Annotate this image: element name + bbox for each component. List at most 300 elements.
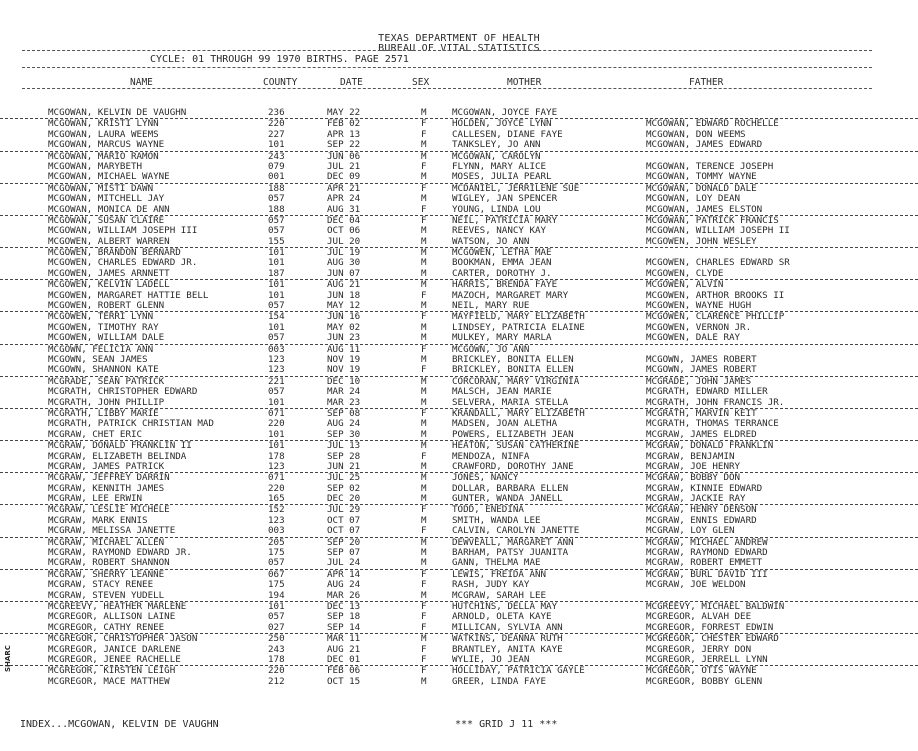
record-date: JUL 20 [327, 235, 361, 247]
record-name: MCGRAW, LESLIE MICHELE [48, 504, 170, 516]
record-father: MCGRAW, BURL DAVID III [646, 568, 768, 580]
record-name: MCGOWAN, MARCUS WAYNE [48, 139, 165, 151]
record-name: MCGOWEN, TERRI LYNN [48, 311, 154, 323]
record-sex: F [421, 203, 427, 215]
record-date: SEP 28 [327, 450, 361, 462]
record-sex: F [421, 525, 427, 537]
record-county: 101 [268, 289, 285, 301]
record-sex: F [421, 311, 427, 323]
record-mother: MCDANIEL, JERRILENE SUE [452, 182, 580, 194]
record-date: SEP 02 [327, 482, 361, 494]
record-father: MCGRAW, ENNIS EDWARD [646, 514, 757, 526]
record-mother: YOUNG, LINDA LOU [452, 203, 541, 215]
column-header-mother: MOTHER [507, 77, 542, 88]
record-sex: M [421, 675, 427, 687]
record-sex: F [421, 600, 427, 612]
record-name: MCGOWAN, KELVIN DE VAUGHN [48, 107, 187, 118]
record-name: MCGRAW, LEE ERWIN [48, 493, 143, 505]
record-mother: MCGRAW, SARAH LEE [452, 589, 547, 601]
record-mother: WATKINS, DEANNA RUTH [452, 633, 563, 645]
record-county: 123 [268, 353, 285, 365]
record-father: MCGREGOR, JERRELL LYNN [646, 653, 768, 665]
table-row [0, 140, 918, 151]
record-name: MCGOWAN, MISTI DAWN [48, 182, 154, 194]
record-sex: M [421, 536, 427, 548]
record-name: MCGOWEN, ALBERT WARREN [48, 235, 170, 247]
record-father: MCGRAW, HENRY DENSON [646, 504, 757, 516]
record-mother: DOLLAR, BARBARA ELLEN [452, 482, 569, 494]
record-sex: M [421, 482, 427, 494]
record-county: 057 [268, 214, 285, 226]
record-mother: BOOKMAN, EMMA JEAN [452, 257, 552, 269]
record-date: MAR 26 [327, 589, 361, 601]
record-father: MCGRAW, LOY GLEN [646, 525, 735, 537]
record-sex: M [421, 107, 427, 118]
record-sex: F [421, 568, 427, 580]
record-name: MCGRAW, RAYMOND EDWARD JR. [48, 547, 192, 559]
record-father: MCGOWAN, TERENCE JOSEPH [646, 160, 774, 172]
record-county: 101 [268, 428, 285, 440]
record-mother: REEVES, NANCY KAY [452, 225, 547, 237]
record-mother: POWERS, ELIZABETH JEAN [452, 428, 574, 440]
record-name: MCGRAW, CHET ERIC [48, 428, 143, 440]
record-sex: M [421, 193, 427, 205]
record-sex: F [421, 504, 427, 516]
record-sex: M [421, 460, 427, 472]
record-mother: CORCORAN, MARY VIRGINIA [452, 375, 580, 387]
record-father: MCGRATH, MARVIN KEIT [646, 407, 757, 419]
record-county: 178 [268, 450, 285, 462]
record-date: NOV 19 [327, 364, 361, 376]
record-sex: F [421, 579, 427, 591]
record-name: MCGOWAN, MARIO RAMON [48, 150, 159, 162]
record-date: MAY 12 [327, 300, 361, 312]
record-sex: F [421, 611, 427, 623]
record-name: MCGRAW, ROBERT SHANNON [48, 557, 170, 569]
record-date: OCT 07 [327, 525, 361, 537]
record-date: FEB 06 [327, 665, 361, 677]
record-name: MCGOWAN, LAURA WEEMS [48, 128, 159, 140]
record-county: 003 [268, 525, 285, 537]
record-mother: FLYNN, MARY ALICE [452, 160, 547, 172]
record-name: MCGOWAN, MARYBETH [48, 160, 143, 172]
agency-title: TEXAS DEPARTMENT OF HEALTH [378, 33, 540, 44]
record-name: MCGRAW, DONALD FRANKLIN II [48, 440, 192, 452]
record-father: MCGRAW, RAYMOND EDWARD [646, 547, 768, 559]
column-header-name: NAME [130, 77, 153, 88]
record-county: 155 [268, 235, 285, 247]
record-sex: M [421, 139, 427, 151]
record-name: MCGOWN, SHANNON KATE [48, 364, 159, 376]
record-county: 123 [268, 364, 285, 376]
bureau-title: BUREAU OF VITAL STATISTICS [378, 43, 540, 54]
record-father: MCGOWEN, ALVIN [646, 279, 724, 291]
record-name: MCGOWEN, JAMES ARNNETT [48, 267, 170, 279]
record-date: JUL 25 [327, 472, 361, 484]
record-father: MCGREGOR, OTIS WAYNE [646, 665, 757, 677]
record-county: 101 [268, 139, 285, 151]
record-father: MCGOWAN, TOMMY WAYNE [646, 171, 757, 183]
record-sex: F [421, 407, 427, 419]
record-sex: M [421, 514, 427, 526]
record-mother: LINDSEY, PATRICIA ELAINE [452, 321, 585, 333]
record-county: 071 [268, 407, 285, 419]
column-header-date: DATE [340, 77, 363, 88]
record-mother: CRAWFORD, DOROTHY JANE [452, 460, 574, 472]
record-father: MCGREGOR, ALVAH DEE [646, 611, 752, 623]
index-label: INDEX...MCGOWAN, KELVIN DE VAUGHN [20, 719, 219, 730]
record-name: MCGOWN, SEAN JAMES [48, 353, 148, 365]
record-date: SEP 07 [327, 547, 361, 559]
record-mother: WATSON, JO ANN [452, 235, 530, 247]
column-header-sex: SEX [412, 77, 430, 88]
record-father: MCGRADE, JOHN JAMES [646, 375, 752, 387]
record-father: MCGOWAN, PATRICK FRANCIS [646, 214, 779, 226]
record-county: 187 [268, 267, 285, 279]
record-mother: HOLLIDAY, PATRICIA GAYLE [452, 665, 585, 677]
record-name: MCGRAW, ELIZABETH BELINDA [48, 450, 187, 462]
record-county: 194 [268, 589, 285, 601]
record-name: MCGOWAN, SUSAN CLAIRE [48, 214, 165, 226]
record-date: APR 21 [327, 182, 361, 194]
record-mother: MALSCH, JEAN MARIE [452, 386, 552, 398]
header-divider [22, 50, 872, 51]
record-date: FEB 02 [327, 118, 361, 130]
record-mother: MAZOCH, MARGARET MARY [452, 289, 569, 301]
record-name: MCGRADE, SEAN PATRICK [48, 375, 165, 387]
record-date: MAY 22 [327, 107, 361, 118]
record-sex: M [421, 386, 427, 398]
record-sex: M [421, 267, 427, 279]
record-father: MCGRAW, DONALD FRANKLIN [646, 440, 774, 452]
record-date: NOV 19 [327, 353, 361, 365]
record-date: DEC 01 [327, 653, 361, 665]
record-county: 101 [268, 396, 285, 408]
record-mother: MADSEN, JOAN ALETHA [452, 418, 558, 430]
table-row [0, 634, 918, 644]
record-county: 236 [268, 107, 285, 118]
record-sex: F [421, 160, 427, 172]
record-father: MCGOWAN, JAMES ELSTON [646, 203, 763, 215]
record-county: 123 [268, 514, 285, 526]
record-sex: M [421, 396, 427, 408]
record-county: 101 [268, 247, 285, 259]
table-row [0, 387, 918, 397]
record-mother: CARTER, DOROTHY J. [452, 267, 552, 279]
record-sex: M [421, 589, 427, 601]
record-date: JUN 18 [327, 289, 361, 301]
record-name: MCGOWAN, MITCHELL JAY [48, 193, 165, 205]
record-name: MCGRAW, STEVEN YUDELL [48, 589, 165, 601]
record-mother: MENDOZA, NINFA [452, 450, 530, 462]
record-sex: M [421, 428, 427, 440]
record-county: 071 [268, 472, 285, 484]
record-date: APR 14 [327, 568, 361, 580]
record-county: 057 [268, 193, 285, 205]
record-father: MCGOWN, JAMES ROBERT [646, 364, 757, 376]
record-name: MCGREGOR, KIRSTEN LEIGH [48, 665, 176, 677]
record-sex: F [421, 450, 427, 462]
record-sex: M [421, 472, 427, 484]
record-county: 101 [268, 600, 285, 612]
record-mother: BRICKLEY, BONITA ELLEN [452, 364, 574, 376]
record-date: APR 13 [327, 128, 361, 140]
record-county: 221 [268, 375, 285, 387]
record-name: MCGREGOR, CHRISTOPHER JASON [48, 633, 198, 645]
record-name: MCGREGOR, JENEE RACHELLE [48, 653, 181, 665]
record-date: JUN 06 [327, 150, 361, 162]
record-county: 175 [268, 579, 285, 591]
record-mother: ARNOLD, OLETA KAYE [452, 611, 552, 623]
record-date: AUG 24 [327, 418, 361, 430]
record-sex: M [421, 225, 427, 237]
table-row [0, 677, 918, 687]
record-mother: CALVIN, CAROLYN JANETTE [452, 525, 580, 537]
record-date: MAR 11 [327, 633, 361, 645]
record-county: 027 [268, 621, 285, 633]
record-father: MCGOWAN, LOY DEAN [646, 193, 741, 205]
record-mother: WIGLEY, JAN SPENCER [452, 193, 558, 205]
record-father: MCGOWAN, DON WEEMS [646, 128, 746, 140]
record-mother: MCGOWAN, CAROLYN [452, 150, 541, 162]
record-date: JUL 24 [327, 557, 361, 569]
record-sex: F [421, 364, 427, 376]
record-sex: M [421, 171, 427, 183]
record-father: MCGRAW, JAMES ELDRED [646, 428, 757, 440]
record-father: MCGOWAN, WILLIAM JOSEPH II [646, 225, 790, 237]
record-sex: M [421, 300, 427, 312]
record-date: OCT 07 [327, 514, 361, 526]
record-mother: BRICKLEY, BONITA ELLEN [452, 353, 574, 365]
record-date: SEP 14 [327, 621, 361, 633]
record-county: 220 [268, 118, 285, 130]
record-name: MCGRAW, JEFFREY DARRIN [48, 472, 170, 484]
record-county: 188 [268, 182, 285, 194]
record-name: MCGRAW, STACY RENEE [48, 579, 154, 591]
record-sex: F [421, 118, 427, 130]
record-name: MCGRAW, MICHAEL ALLEN [48, 536, 165, 548]
record-county: 057 [268, 611, 285, 623]
record-father: MCGRAW, JOE HENRY [646, 460, 741, 472]
record-county: 123 [268, 460, 285, 472]
record-mother: CALLESEN, DIANE FAYE [452, 128, 563, 140]
record-sex: M [421, 332, 427, 344]
record-name: MCGRAW, KENNITH JAMES [48, 482, 165, 494]
record-county: 250 [268, 633, 285, 645]
record-county: 101 [268, 440, 285, 452]
record-date: JUL 19 [327, 247, 361, 259]
record-name: MCGOWEN, BRANDON BERNARD [48, 247, 181, 259]
record-mother: MCGOWEN, LETHA MAE [452, 247, 552, 259]
record-sex: F [421, 182, 427, 194]
column-header-divider [22, 88, 872, 89]
record-date: OCT 06 [327, 225, 361, 237]
record-mother: TANKSLEY, JO ANN [452, 139, 541, 151]
record-date: AUG 11 [327, 343, 361, 355]
record-name: MCGOWEN, CHARLES EDWARD JR. [48, 257, 198, 269]
table-row [0, 333, 918, 344]
record-mother: HUTCHINS, DELLA MAY [452, 600, 558, 612]
record-sex: M [421, 247, 427, 259]
record-father: MCGOWEN, DALE RAY [646, 332, 741, 344]
column-header-county: COUNTY [263, 77, 298, 88]
record-county: 057 [268, 332, 285, 344]
record-mother: GREER, LINDA FAYE [452, 675, 547, 687]
record-sex: M [421, 150, 427, 162]
record-date: AUG 24 [327, 579, 361, 591]
record-sex: M [421, 418, 427, 430]
record-name: MCGOWEN, KELVIN LADELL [48, 279, 170, 291]
margin-mark: SHARC [4, 645, 12, 672]
record-sex: F [421, 643, 427, 655]
record-father: MCGREGOR, JERRY DON [646, 643, 752, 655]
record-date: JUN 07 [327, 267, 361, 279]
record-county: 220 [268, 418, 285, 430]
record-father: MCGOWEN, ARTHOR BROOKS II [646, 289, 785, 301]
record-sex: M [421, 279, 427, 291]
record-name: MCGOWEN, ROBERT GLENN [48, 300, 165, 312]
record-sex: M [421, 440, 427, 452]
record-date: OCT 15 [327, 675, 361, 687]
record-date: JUN 23 [327, 332, 361, 344]
record-sex: M [421, 321, 427, 333]
record-mother: MAYFIELD, MARY ELIZABETH [452, 311, 585, 323]
record-father: MCGOWAN, DONALD DALE [646, 182, 757, 194]
record-date: JUN 21 [327, 460, 361, 472]
record-name: MCGREGOR, JANICE DARLENE [48, 643, 181, 655]
record-name: MCGRATH, LIBBY MARIE [48, 407, 159, 419]
record-county: 057 [268, 557, 285, 569]
record-mother: HEATON, SUSAN CATHERINE [452, 440, 580, 452]
record-county: 243 [268, 643, 285, 655]
record-sex: M [421, 547, 427, 559]
record-father: MCGOWEN, WAYNE HUGH [646, 300, 752, 312]
record-mother: MULKEY, MARY MARLA [452, 332, 552, 344]
record-mother: TODD, ENEDINA [452, 504, 524, 516]
record-date: MAR 24 [327, 386, 361, 398]
record-father: MCGREGOR, CHESTER EDWARD [646, 633, 779, 645]
cycle-line: CYCLE: 01 THROUGH 99 1970 BIRTHS. PAGE 2571 [150, 54, 409, 65]
record-mother: NEIL, PATRICIA MARY [452, 214, 558, 226]
record-sex: F [421, 665, 427, 677]
record-date: DEC 09 [327, 171, 361, 183]
record-name: MCGOWAN, MICHAEL WAYNE [48, 171, 170, 183]
record-county: 188 [268, 203, 285, 215]
record-sex: F [421, 214, 427, 226]
table-row [0, 194, 918, 204]
record-county: 227 [268, 128, 285, 140]
record-name: MCGOWN, FELICIA ANN [48, 343, 154, 355]
record-father: MCGRAW, ROBERT EMMETT [646, 557, 763, 569]
record-father: MCGRAW, KINNIE EDWARD [646, 482, 763, 494]
record-father: MCGOWEN, VERNON JR. [646, 321, 752, 333]
record-county: 101 [268, 279, 285, 291]
record-sex: M [421, 633, 427, 645]
record-father: MCGOWEN, CLARENCE PHILLIP [646, 311, 785, 323]
record-mother: BARHAM, PATSY JUANITA [452, 547, 569, 559]
record-name: MCGRAW, MARK ENNIS [48, 514, 148, 526]
record-father: MCGRATH, THOMAS TERRANCE [646, 418, 779, 430]
record-county: 001 [268, 171, 285, 183]
header-divider-2 [22, 67, 872, 68]
record-date: SEP 22 [327, 139, 361, 151]
record-father: MCGOWAN, EDWARD ROCHELLE [646, 118, 779, 130]
record-mother: GANN, THELMA MAE [452, 557, 541, 569]
record-name: MCGREGOR, MACE MATTHEW [48, 675, 170, 687]
record-date: SEP 30 [327, 428, 361, 440]
record-county: 003 [268, 343, 285, 355]
record-mother: MCGOWAN, JOYCE FAYE [452, 107, 558, 118]
record-date: DEC 13 [327, 600, 361, 612]
record-name: MCGRAW, MELISSA JANETTE [48, 525, 176, 537]
record-name: MCGOWAN, KRISTI LYNN [48, 118, 159, 130]
record-name: MCGRATH, JOHN PHILLIP [48, 396, 165, 408]
record-county: 101 [268, 257, 285, 269]
record-date: DEC 10 [327, 375, 361, 387]
record-father: MCGREGOR, BOBBY GLENN [646, 675, 763, 687]
record-sex: M [421, 493, 427, 505]
record-date: JUL 13 [327, 440, 361, 452]
record-county: 154 [268, 311, 285, 323]
record-date: AUG 30 [327, 257, 361, 269]
record-name: MCGRAW, JAMES PATRICK [48, 460, 165, 472]
record-sex: F [421, 653, 427, 665]
table-row [0, 441, 918, 451]
record-name: MCGREEVY, HEATHER MARLENE [48, 600, 187, 612]
record-date: SEP 08 [327, 407, 361, 419]
record-father: MCGRAW, BOBBY DON [646, 472, 741, 484]
record-date: AUG 21 [327, 279, 361, 291]
record-county: 220 [268, 665, 285, 677]
record-father: MCGREGOR, FORREST EDWIN [646, 621, 774, 633]
record-date: AUG 31 [327, 203, 361, 215]
record-sex: M [421, 557, 427, 569]
record-date: JUN 16 [327, 311, 361, 323]
record-name: MCGOWAN, WILLIAM JOSEPH III [48, 225, 198, 237]
record-county: 243 [268, 150, 285, 162]
record-county: 212 [268, 675, 285, 687]
record-father: MCGREEVY, MICHAEL BALDWIN [646, 600, 785, 612]
record-county: 057 [268, 386, 285, 398]
record-sex: M [421, 353, 427, 365]
record-county: 057 [268, 300, 285, 312]
record-date: APR 24 [327, 193, 361, 205]
record-father: MCGRAW, JACKIE RAY [646, 493, 746, 505]
record-date: MAY 02 [327, 321, 361, 333]
record-name: MCGOWEN, TIMOTHY RAY [48, 321, 159, 333]
record-father: MCGRATH, EDWARD MILLER [646, 386, 768, 398]
record-county: 165 [268, 493, 285, 505]
column-header-father: FATHER [689, 77, 724, 88]
record-mother: MCGOWN, JO ANN [452, 343, 530, 355]
record-county: 079 [268, 160, 285, 172]
record-mother: HARRIS, BRENDA FAYE [452, 279, 558, 291]
record-county: 178 [268, 653, 285, 665]
record-mother: SELVERA, MARIA STELLA [452, 396, 569, 408]
record-father: MCGOWAN, JAMES EDWARD [646, 139, 763, 151]
record-name: MCGOWEN, WILLIAM DALE [48, 332, 165, 344]
record-county: 057 [268, 225, 285, 237]
record-name: MCGRATH, PATRICK CHRISTIAN MAD [48, 418, 214, 430]
record-date: SEP 18 [327, 611, 361, 623]
record-sex: F [421, 621, 427, 633]
record-sex: M [421, 235, 427, 247]
record-father: MCGOWEN, CHARLES EDWARD SR [646, 257, 790, 269]
record-name: MCGOWAN, MONICA DE ANN [48, 203, 170, 215]
record-mother: SMITH, WANDA LEE [452, 514, 541, 526]
record-county: 220 [268, 482, 285, 494]
record-sex: F [421, 343, 427, 355]
